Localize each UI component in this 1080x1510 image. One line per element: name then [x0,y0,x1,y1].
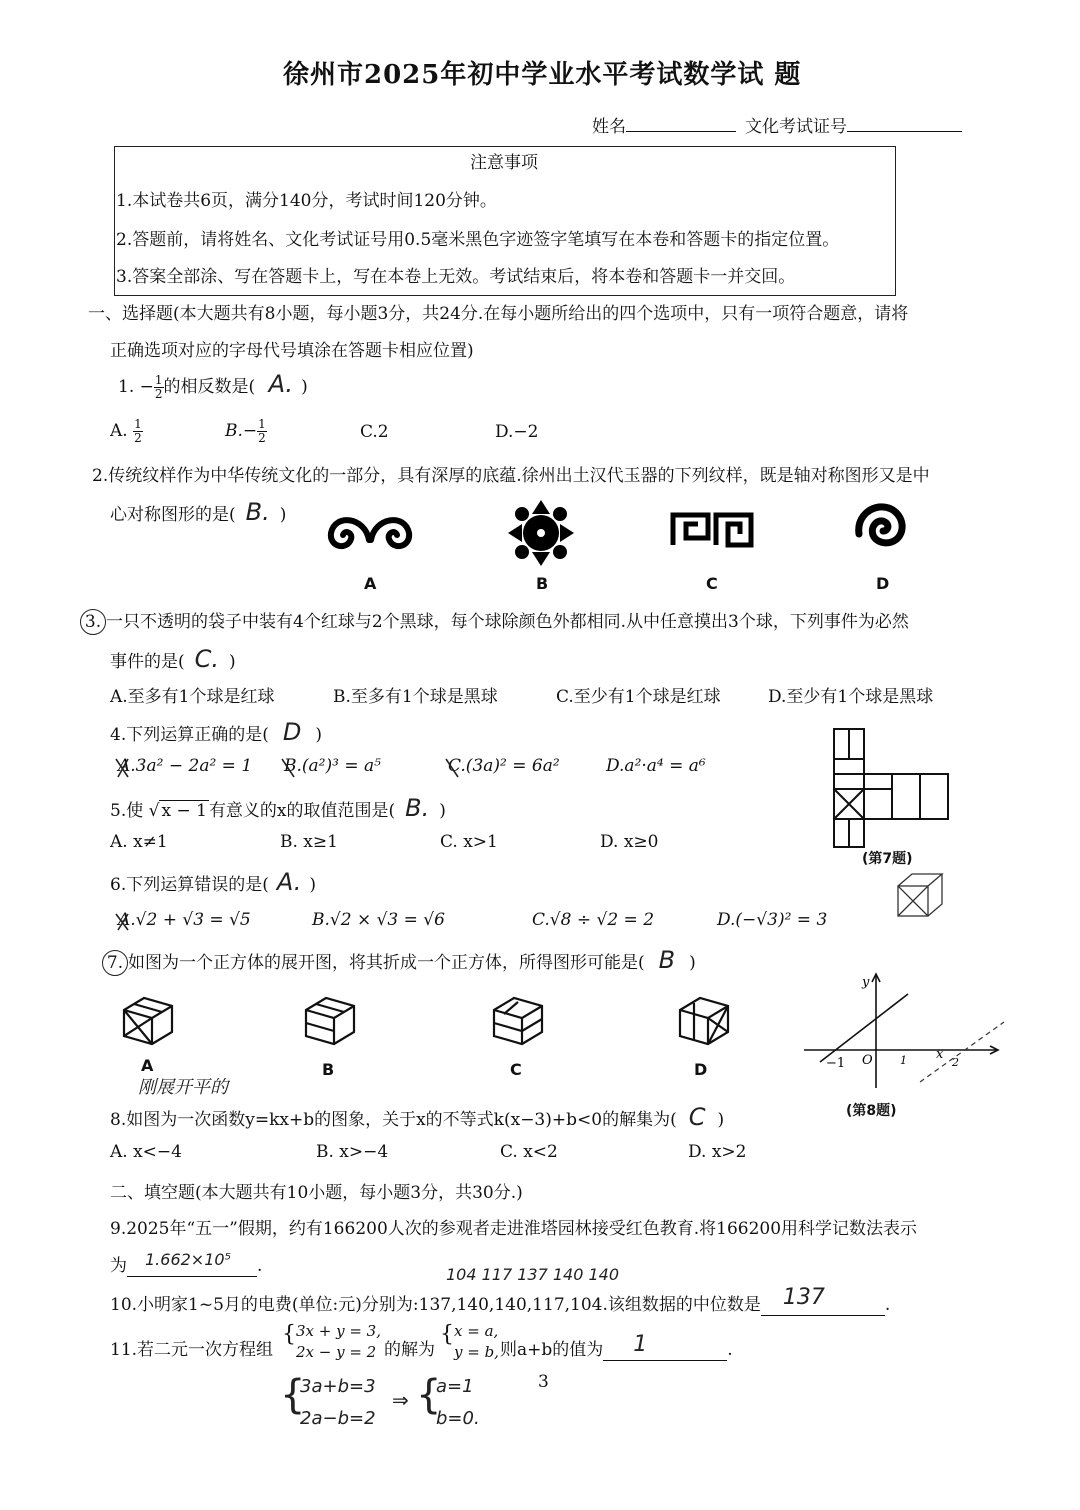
name-blank[interactable] [626,131,736,132]
q11-tail: 则a+b的值为 1 . [500,1332,733,1360]
notice-item: 1.本试卷共6页，满分140分，考试时间120分钟。 [116,191,497,211]
question-7-circled-number: 7. [102,950,128,976]
solution-brace: { [440,1322,454,1347]
handwritten-answer: D [282,718,302,746]
q5-option-a: A. x≠1 [110,832,168,852]
pattern-c-meander-icon [670,512,754,548]
figure-8-caption: (第8题) [846,1103,897,1119]
question-6: 6.下列运算错误的是( A. ) [110,868,316,896]
figure-7-caption: (第7题) [862,851,913,867]
name-label: 姓名 [592,117,626,137]
q1-option-c: C.2 [360,422,389,442]
graph-two-label: 2 [952,1056,959,1069]
q1-option-b: B.− $\frac{1}{2}$ [225,417,266,445]
notice-item: 3.答案全部涂、写在答题卡上，写在本卷上无效。考试结束后，将本卷和答题卡一并交回。 [116,267,796,287]
question-8: 8.如图为一次函数y=kx+b的图象，关于x的不等式k(x−3)+b<0的解集为( C ) [110,1103,725,1131]
q3-option-d: D.至少有1个球是黑球 [768,687,934,707]
notice-item: 2.答题前，请将姓名、文化考试证号用0.5毫米黑色字迹签字笔填写在本卷和答题卡的指定位置。 [116,230,840,250]
q11-eq2: 2x − y = 2 [296,1343,377,1361]
handwritten-cross-mark [114,910,134,934]
q5-option-b: B. x≥1 [280,832,338,852]
handwritten-answer: C [688,1103,706,1131]
handwritten-cube-sketch [896,872,946,918]
question-3-line2: 事件的是( C. ) [110,645,236,673]
graph-neg1-label: −1 [826,1056,846,1071]
graph-one-label: 1 [900,1054,907,1067]
question-4: 4.下列运算正确的是( D ) [110,718,322,746]
handwritten-brace: { [280,1372,306,1418]
handwritten-answer: B. [405,794,430,822]
question-2-line2: 心对称图形的是( B. ) [110,498,287,526]
q8-option-b: B. x>−4 [316,1142,389,1162]
name-field[interactable] [592,112,736,137]
q3-option-b: B.至多有1个球是黑球 [333,687,498,707]
exam-title: 徐州市2025年初中学业水平考试数学试 题 [283,60,802,90]
handwritten-answer: B [658,946,676,974]
q8-option-d: D. x>2 [688,1142,747,1162]
q4-option-c: C.(3a)² = 6a² [448,756,560,776]
handwritten-answer: 1 [633,1332,648,1357]
q4-option-b: B.(a²)³ = a⁵ [284,756,381,776]
handwritten-work-sol1: a=1 [436,1376,474,1397]
pattern-b-flower-icon [508,500,574,566]
question-5: 5.使 √ x − 1 有意义的x的取值范围是( B. ) [110,794,446,822]
handwritten-cross-marks [114,755,634,783]
question-9-line1: 9.2025年“五一”假期，约有166200人次的参观者走进淮塔园林接受红色教育.将166200用科学记数法表示 [110,1219,918,1239]
q8-option-c: C. x<2 [500,1142,558,1162]
question-10: 10.小明家1~5月的电费(单位:元)分别为:137,140,140,117,104.该组数据的中位数是 137 . [110,1285,891,1315]
q5-option-d: D. x≥0 [600,832,659,852]
handwritten-work-eq1: 3a+b=3 [300,1376,376,1397]
question-9-line2: 为 1.662×10⁵ . [110,1250,263,1276]
section2-heading: 二、填空题(本大题共有10小题，每小题3分，共30分.) [110,1183,523,1203]
pattern-b-label: B [536,574,549,593]
cube-option-c-label: C [510,1060,522,1079]
q11-mid: 的解为 [384,1340,435,1360]
pattern-a-scroll-icon [325,505,415,555]
notice-title: 注意事项 [470,153,538,173]
handwritten-brace: { [416,1372,442,1418]
handwritten-note: 刚展开平的 [138,1077,228,1098]
q1-option-d: D.−2 [495,422,539,442]
handwritten-answer: 137 [782,1285,825,1310]
handwritten-answer: A. [268,370,294,398]
q11-sol2: y = b, [454,1343,499,1361]
exam-id-label: 文化考试证号 [745,117,847,137]
pattern-d-spiral-icon [852,500,914,562]
section1-heading: 一、选择题(本大题共有8小题，每小题3分，共24分.在每小题所给出的四个选项中，只有一项符合题意，请将 [88,304,909,324]
q11-eq1: 3x + y = 3, [296,1322,381,1340]
cube-net-figure [833,728,951,848]
cube-option-b-label: B [322,1060,335,1079]
handwritten-sorted-data: 104 117 137 140 140 [446,1265,620,1284]
system-brace: { [282,1322,296,1347]
page-number: 3 [538,1372,549,1392]
question-3-line1: 3. 一只不透明的袋子中装有4个红球与2个黑球，每个球除颜色外都相同.从中任意摸出3个球，下列事件为必然 [80,607,909,635]
exam-id-field[interactable] [745,112,962,137]
q3-option-a: A.至多有1个球是红球 [110,687,275,707]
pattern-a-label: A [364,574,377,593]
handwritten-answer: A. [276,868,302,896]
q6-option-b: B.√2 × √3 = √6 [312,910,445,930]
cube-option-a-label: A [141,1056,154,1075]
question-3-circled-number: 3. [80,609,106,635]
linear-function-graph [800,972,1008,1092]
q1-option-a: A. $\frac{1}{2}$ [110,417,142,445]
question-1: 1. − $\frac{1}{2}$ 的相反数是( A. ) [118,370,308,401]
cube-option-b-icon [302,994,358,1048]
graph-y-label: y [862,975,870,990]
cube-option-a-icon [120,994,176,1048]
cube-option-d-label: D [694,1060,708,1079]
handwritten-answer: B. [245,498,270,526]
q4-option-d: D.a²·a⁴ = a⁶ [606,756,706,776]
handwritten-answer: 1.662×10⁵ [145,1250,231,1269]
q6-option-d: D.(−√3)² = 3 [717,910,828,930]
q6-option-a: A.√2 + √3 = √5 [118,910,251,930]
q8-option-a: A. x<−4 [110,1142,182,1162]
graph-origin-label: O [862,1053,873,1068]
cube-option-d-icon [676,994,732,1048]
question-7: 7. 如图为一个正方体的展开图，将其折成一个正方体，所得图形可能是( B ) [102,946,696,976]
handwritten-work-sol2: b=0. [436,1408,480,1429]
q4-option-a: A.3a² − 2a² = 1 [118,756,253,776]
section1-heading-cont: 正确选项对应的字母代号填涂在答题卡相应位置) [110,341,474,361]
exam-id-blank[interactable] [847,131,962,132]
q11-sol1: x = a, [454,1322,499,1340]
q3-option-c: C.至少有1个球是红球 [556,687,721,707]
pattern-c-label: C [706,574,718,593]
question-11-prefix: 11.若二元一次方程组 [110,1340,274,1360]
question-2-line1: 2.传统纹样作为中华传统文化的一部分，具有深厚的底蕴.徐州出土汉代玉器的下列纹样，既是轴对称图形又是中 [92,466,930,486]
handwritten-work-eq2: 2a−b=2 [300,1408,376,1429]
pattern-d-label: D [876,574,890,593]
q5-option-c: C. x>1 [440,832,498,852]
graph-x-label: x [936,1047,944,1062]
cube-option-c-icon [490,994,546,1048]
q6-option-c: C.√8 ÷ √2 = 2 [532,910,655,930]
handwritten-arrow: ⇒ [392,1388,409,1412]
handwritten-answer: C. [194,645,220,673]
